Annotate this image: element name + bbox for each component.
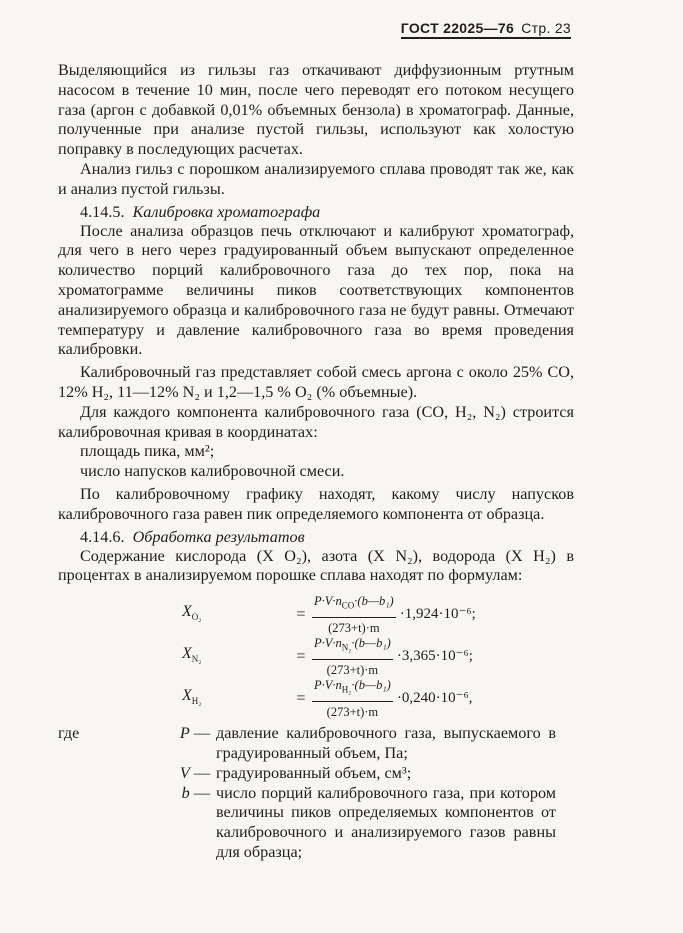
coefficient: ·1,924·10⁻⁶; <box>399 606 476 623</box>
formula-row <box>58 636 574 678</box>
definition-symbol: P — <box>179 724 210 743</box>
formula-row <box>58 678 574 720</box>
document-body <box>58 61 574 863</box>
definition-row <box>58 724 574 764</box>
equals-sign: = <box>296 605 306 624</box>
fraction <box>312 634 393 681</box>
section-title: Обработка результатов <box>132 527 305 546</box>
definition-text: число порций калибровочного газа, при котором величины пиков определяемых компонентов от калибровочного и анализируемого газов равны для образца; <box>216 783 556 861</box>
numerator: $P\cdot V\cdot n_{H_2}\cdot(b—b_1)$ <box>312 676 393 702</box>
definition-text: градуированный объем, см³; <box>216 763 412 782</box>
denominator: (273+t)·m <box>326 662 379 677</box>
coefficient: ·3,365·10⁻⁶; <box>396 648 473 665</box>
paragraph: Содержание кислорода (X O₂), азота (X N₂), водорода (X H₂) в процентах в анализируемом порошке сплава находят по формулам: <box>58 546 574 585</box>
paragraph: Калибровочный газ представляет собой смесь аргона с около 25% CO, 12% H₂, 11—12% N₂ и 1,2—1,5 % O₂ (% объемные). <box>58 363 574 401</box>
section-heading <box>58 202 574 222</box>
formula-row <box>58 594 574 636</box>
standard-number: ГОСТ 22025—76 <box>400 20 515 36</box>
section-title: Калибровка хроматографа <box>132 202 321 221</box>
definition-text: давление калибровочного газа, выпускаемого в градуированный объем, Па; <box>216 724 556 762</box>
paragraph: Для каждого компонента калибровочного газа (CO, H₂, N₂) строится калибровочная кривая в координатах: <box>58 402 574 441</box>
definition-row <box>58 784 574 863</box>
paragraph: Анализ гильз с порошком анализируемого сплава проводят так же, как и анализ пустой гильзы. <box>58 159 574 198</box>
paragraph: Выделяющийся из гильзы газ откачивают диффузионным ртутным насосом в течение 10 мин, после чего переводят его потоком несущего газа (аргон с добавкой 0,01% объемных бензола) в хроматограф. Данные, полученные при анализе пустой гильзы, используют как холостую поправку в последующих расчетах. <box>58 61 574 159</box>
paragraph: После анализа образцов печь отключают и калибруют хроматограф, для чего в него через градуированный объем выпускают определенное количество порций калибровочного газа до тех пор, пока на хроматограмме величины пиков соответствующих компонентов анализируемого образца и калибровочного газа не будут равны. Отмечают температуру и давление калибровочного газа во время проведения калибровки. <box>58 221 574 359</box>
definitions-list <box>58 724 574 863</box>
definition-row <box>58 764 574 784</box>
formula-lhs: $X_{H_2}$ <box>182 687 202 707</box>
denominator: (273+t)·m <box>328 620 380 635</box>
paragraph: По калибровочному графику находят, какому числу напусков калибровочного газа равен пик определяемого компонента от образца. <box>58 484 574 523</box>
where-label: где <box>58 724 80 743</box>
formula-lhs: $X_{O_2}$ <box>182 603 202 623</box>
list-item: число напусков калибровочной смеси. <box>80 462 345 481</box>
equals-sign: = <box>296 689 306 708</box>
definition-symbol: V — <box>179 763 210 782</box>
section-heading <box>58 527 574 547</box>
coefficient: ·0,240·10⁻⁶, <box>396 690 473 707</box>
formula-lhs: $X_{N_2}$ <box>182 645 202 665</box>
section-number: 4.14.6. <box>80 527 125 546</box>
numerator: $P\cdot V\cdot n_{N_2}\cdot(b—b_1)$ <box>312 634 393 660</box>
fraction <box>312 592 396 639</box>
page-header <box>401 20 571 39</box>
numerator: $P\cdot V\cdot n_{CO}\cdot(b—b_1)$ <box>312 592 396 618</box>
section-number: 4.14.5. <box>80 202 125 221</box>
page-number: Стр. 23 <box>521 20 571 36</box>
formula-block <box>58 594 574 720</box>
denominator: (273+t)·m <box>326 704 379 719</box>
list-item: площадь пика, мм²; <box>80 442 215 461</box>
fraction <box>312 676 393 723</box>
equals-sign: = <box>296 647 306 666</box>
definition-symbol: b — <box>181 783 210 802</box>
